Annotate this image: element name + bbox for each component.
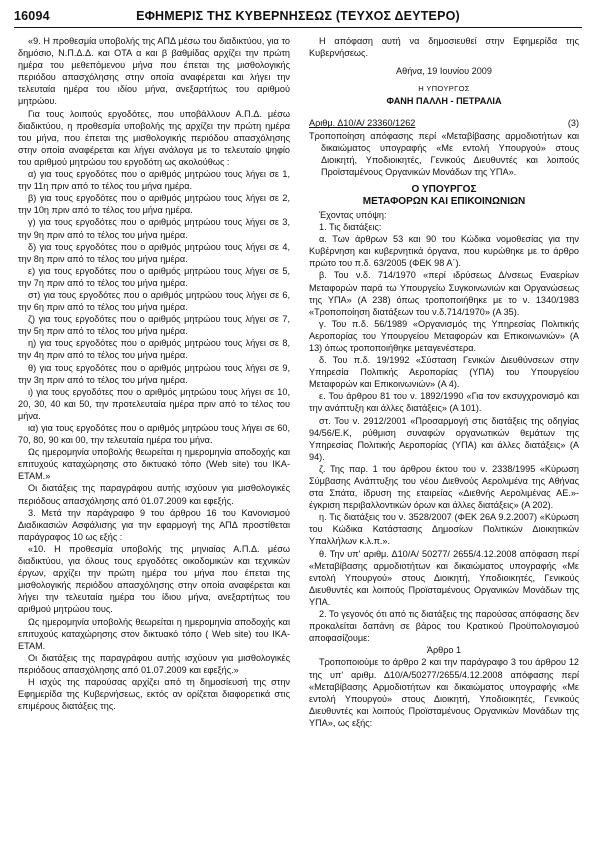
paragraph: 3. Μετά την παράγραφο 9 του άρθρου 16 του Κανονισμού Διαδικασιών Ασφάλισης για την εφαρμογή της ΑΠΔ προστίθεται παράγραφος 10 ως εξής :: [18, 507, 290, 542]
page-number: 16094: [14, 9, 50, 23]
decision-title: Τροποποίηση απόφασης περί «Μεταβίβασης αρμοδιοτήτων και δικαιώματος υπογραφής «Με εντολή Υπουργού» στους Διοικητή, Υποδιοικητές, Γενικούς Διευθυντές και λοιπούς Προϊσταμένους Οργανικών Μονάδων της ΥΠΑ».: [309, 130, 579, 177]
provision-item: δ. Του π.δ. 19/1992 «Σύσταση Γενικών Διευθύνσεων στην Υπηρεσία Πολιτικής Αεροπορίας (ΥΠΑ) του Υπουργείου Μεταφορών και Επικοινωνιών» (Α 4).: [309, 355, 579, 390]
decision-ref-line: [309, 117, 579, 129]
paragraph: Οι διατάξεις της παραγράφου αυτής ισχύουν για μισθολογικές περιόδους απασχόλησης από 01.07.2009 και εφεξής.: [18, 483, 290, 506]
list-item: η) για τους εργοδότες που ο αριθμός μητρώου τους λήγει σε 8, την 4η πριν από το τέλος του μήνα ημέρα.: [18, 338, 290, 361]
publication-note: Η απόφαση αυτή να δημοσιευθεί στην Εφημερίδα της Κυβερνήσεως.: [309, 36, 579, 59]
provision-item: ε. Του άρθρου 81 του ν. 1892/1990 «Για τον εκσυγχρονισμό και την ανάπτυξη και άλλες διατάξεις» (Α 101).: [309, 391, 579, 414]
paragraph: Ως ημερομηνία υποβολής θεωρείται η ημερομηνία αποδοχής και επιτυχούς καταχώρησης στον δικτυακό τόπο ( Web site) του ΙΚΑ-ΕΤΑΜ.: [18, 616, 290, 651]
place-date: Αθήνα, 19 Ιουνίου 2009: [396, 66, 492, 77]
provision-item: στ. Του ν. 2912/2001 «Προσαρμογή στις διατάξεις της οδηγίας 94/56/Ε.Κ, ρύθμιση συναφών οργανωτικών θεμάτων της Υπηρεσίας Πολιτικής Αεροπορίας (ΥΠΑ) και άλλες διατάξεις» (Α 94).: [309, 415, 579, 462]
decision-index: (3): [567, 118, 579, 129]
paragraph: Οι διατάξεις της παραγράφου αυτής ισχύουν για μισθολογικές περιόδους απασχόλησης από 01.07.2009 και εφεξής.»: [18, 652, 290, 675]
provision-item: ζ. Της παρ. 1 του άρθρου έκτου του ν. 2338/1995 «Κύρωση Σύμβασης Ανάπτυξης του νέου Διεθνούς Αερολιμένα της Αθήνας στα Σπάτα, ίδρυση της εταιρείας «Διεθνής Αερολιμένας ΑΕ.»-έγκριση περιβαλλοντικών όρων και άλλες διατάξεις» (Α 202).: [309, 463, 579, 511]
list-item: γ) για τους εργοδότες που ο αριθμός μητρώου τους λήγει σε 3, την 9η πριν από το τέλος του μήνα ημέρα.: [18, 217, 290, 240]
provision-item: γ. Του π.δ. 56/1989 «Οργανισμός της Υπηρεσίας Πολιτικής Αεροπορίας του Υπουργείου Μεταφορών και Επικοινωνιών» (Α 13) όπως τροποποιήθηκε μεταγενέστερα.: [309, 318, 579, 353]
provision-item: θ. Την υπ' αριθμ. Δ10/Α/ 50277/ 2655/4.12.2008 απόφαση περί «Μεταβίβασης αρμοδιοτήτων και δικαιώματος υπογραφής «Με εντολή Υπουργού» στους Διοικητή, Υποδιοικητές, Γενικούς Διευθυντές και λοιπούς Προϊσταμένους Οργανικών Μονάδων της ΥΠΑ.: [309, 548, 579, 607]
budget-note: 2. Το γεγονός ότι από τις διατάξεις της παρούσας απόφασης δεν προκαλείται δαπάνη σε βάρος του Κρατικού Προϋπολογισμού αποφασίζουμε:: [309, 609, 579, 644]
provision-item: β. Του ν.δ. 714/1970 «περί ιδρύσεως Δ/νσεως Εναερίων Μεταφορών παρά τω Υπουργείω Συγκοινωνιών και Οργανώσεως της ΥΠΑ» (Α 238) όπως τροποποιήθηκε με το ν. 1340/1983 «Τροποποίηση διατάξεων του ν.δ.714/1970» (Α 35).: [309, 270, 579, 317]
list-item: θ) για τους εργοδότες που ο αριθμός μητρώου τους λήγει σε 9, την 3η πριν από το τέλος του μήνα ημέρα.: [18, 362, 290, 385]
ministry-title-line2: ΜΕΤΑΦΟΡΩΝ ΚΑΙ ΕΠΙΚΟΙΝΩΝΙΩΝ: [362, 196, 526, 208]
right-column: [309, 35, 579, 729]
ministry-title-line1: Ο ΥΠΟΥΡΓΟΣ: [411, 183, 477, 195]
article-heading: Άρθρο 1: [426, 645, 462, 656]
minister-role: Η ΥΠΟΥΡΓΟΣ: [418, 84, 470, 94]
list-item: α) για τους εργοδότες που ο αριθμός μητρώου τους λήγει σε 1, την 11η πριν από το τέλος του μήνα ημέρα.: [18, 169, 290, 192]
list-item: ια) για τους εργοδότες που ο αριθμός μητρώου τους λήγει σε 60, 70, 80, 90 και 00, την τελευταία ημέρα του μήνα.: [18, 423, 290, 446]
list-item: ε) για τους εργοδότες που ο αριθμός μητρώου τους λήγει σε 5, την 7η πριν από το τέλος του μήνα ημέρα.: [18, 265, 290, 288]
minister-name: ΦΑΝΗ ΠΑΛΛΗ - ΠΕΤΡΑΛΙΑ: [386, 96, 502, 107]
article-text: Τροποποιούμε το άρθρο 2 και την παράγραφο 3 του άρθρου 12 της υπ' αριθμ. Δ10/Α/50277/2655/4.12.2008 απόφασης περί «Μεταβίβασης Αρμοδιοτήτων και δικαιώματος υπογραφής «Με εντολή Υπουργού» στους Διοικητή, Υποδιοικητές, Γενικούς Διευθυντές και λοιπούς Προϊσταμένους Οργανικών Μονάδων της ΥΠΑ», ως εξής:: [309, 657, 579, 728]
list-item: β) για τους εργοδότες που ο αριθμός μητρώου τους λήγει σε 2, την 10η πριν από το τέλος του μήνα ημέρα.: [18, 193, 290, 216]
journal-title: ΕΦΗΜΕΡΙΣ ΤΗΣ ΚΥΒΕΡΝΗΣΕΩΣ (ΤΕΥΧΟΣ ΔΕΥΤΕΡΟ): [136, 9, 460, 23]
paragraph: «10. Η προθεσμία υποβολής της μηνιαίας Α.Π.Δ. μέσω διαδικτύου, για όλους τους εργοδότες οικοδομικών και τεχνικών έργων, αρχίζει την πρώτη ημέρα του μήνα που έπεται της μισθολογικής περιόδου απασχόλησης στην οποία αναφέρεται και λήγει την τελευταία ημέρα του ίδιου μήνα, ανεξαρτήτως του αριθμού μητρώου τους.: [18, 543, 290, 615]
decision-ref: Αριθμ. Δ10/Α/ 23360/1262: [309, 118, 416, 129]
provisions-heading: 1. Τις διατάξεις:: [319, 222, 382, 233]
provision-item: α. Των άρθρων 53 και 90 του Κώδικα νομοθεσίας για την Κυβέρνηση και κυβερνητικά όργανα, που κυρώθηκε με το άρθρο πρώτο του π.δ. 63/2005 (ΦΕΚ 98 Α΄).: [309, 234, 579, 269]
list-item: ι) για τους εργοδότες που ο αριθμός μητρώου τους λήγει σε 10, 20, 30, 40 και 50, την προτελευταία ημέρα πριν από το τέλος του μήνα.: [18, 386, 290, 421]
left-column: [18, 35, 290, 712]
paragraph: «9. Η προθεσμία υποβολής της ΑΠΔ μέσω του διαδικτύου, για το δημόσιο, Ν.Π.Δ.Δ. και ΟΤΑ α και β βαθμίδας αρχίζει την πρώτη ημέρα του μεθεπόμενου μήνα που έπεται της μισθολογικής περιόδου απασχόλησης στην οποία αναφέρεται και λήγει την τελευταία ημέρα του ιδίου μήνα, ανεξαρτήτως του αριθμού μητρώου.: [18, 36, 290, 107]
paragraph: Η ισχύς της παρούσας αρχίζει από τη δημοσίευσή της στην Εφημερίδα της Κυβερνήσεως, εκτός αν ορίζεται διαφορετικά στις επιμέρους διατάξεις της.: [18, 676, 290, 712]
paragraph: Για τους λοιπούς εργοδότες, που υποβάλλουν Α.Π.Δ. μέσω διαδικτύου, η προθεσμία υποβολής της αρχίζει την πρώτη ημέρα του μήνα, που έπεται της μισθολογικής περιόδου απασχόλησης στην οποία αναφέρεται και λήγει ανάλογα με το τελευταίο ψηφίο του αριθμού μητρώου του εργοδότη ως ακολούθως :: [18, 108, 290, 167]
list-item: στ) για τους εργοδότες που ο αριθμός μητρώου τους λήγει σε 6, την 6η πριν από το τέλος του μήνα ημέρα.: [18, 289, 290, 313]
paragraph: Ως ημερομηνία υποβολής θεωρείται η ημερομηνία αποδοχής και επιτυχούς καταχώρησης στο δικτυακό τόπο (Web site) του ΙΚΑ- ΕΤΑΜ.»: [18, 447, 290, 482]
list-item: δ) για τους εργοδότες που ο αριθμός μητρώου τους λήγει σε 4, την 8η πριν από το τέλος του μήνα ημέρα.: [18, 241, 290, 264]
provision-item: η. Τις διατάξεις του ν. 3528/2007 (ΦΕΚ 26Α 9.2.2007) «Κύρωση του Κώδικα Κατάστασης Δημοσίων Πολιτικών Διοικητικών Υπαλλήλων κ.λ.π.».: [309, 512, 579, 547]
list-item: ζ) για τους εργοδότες που ο αριθμός μητρώου τους λήγει σε 7, την 5η πριν από το τέλος του μήνα ημέρα.: [18, 314, 290, 337]
page-header: [14, 9, 582, 28]
having-regard: Έχοντας υπόψη:: [319, 209, 387, 220]
